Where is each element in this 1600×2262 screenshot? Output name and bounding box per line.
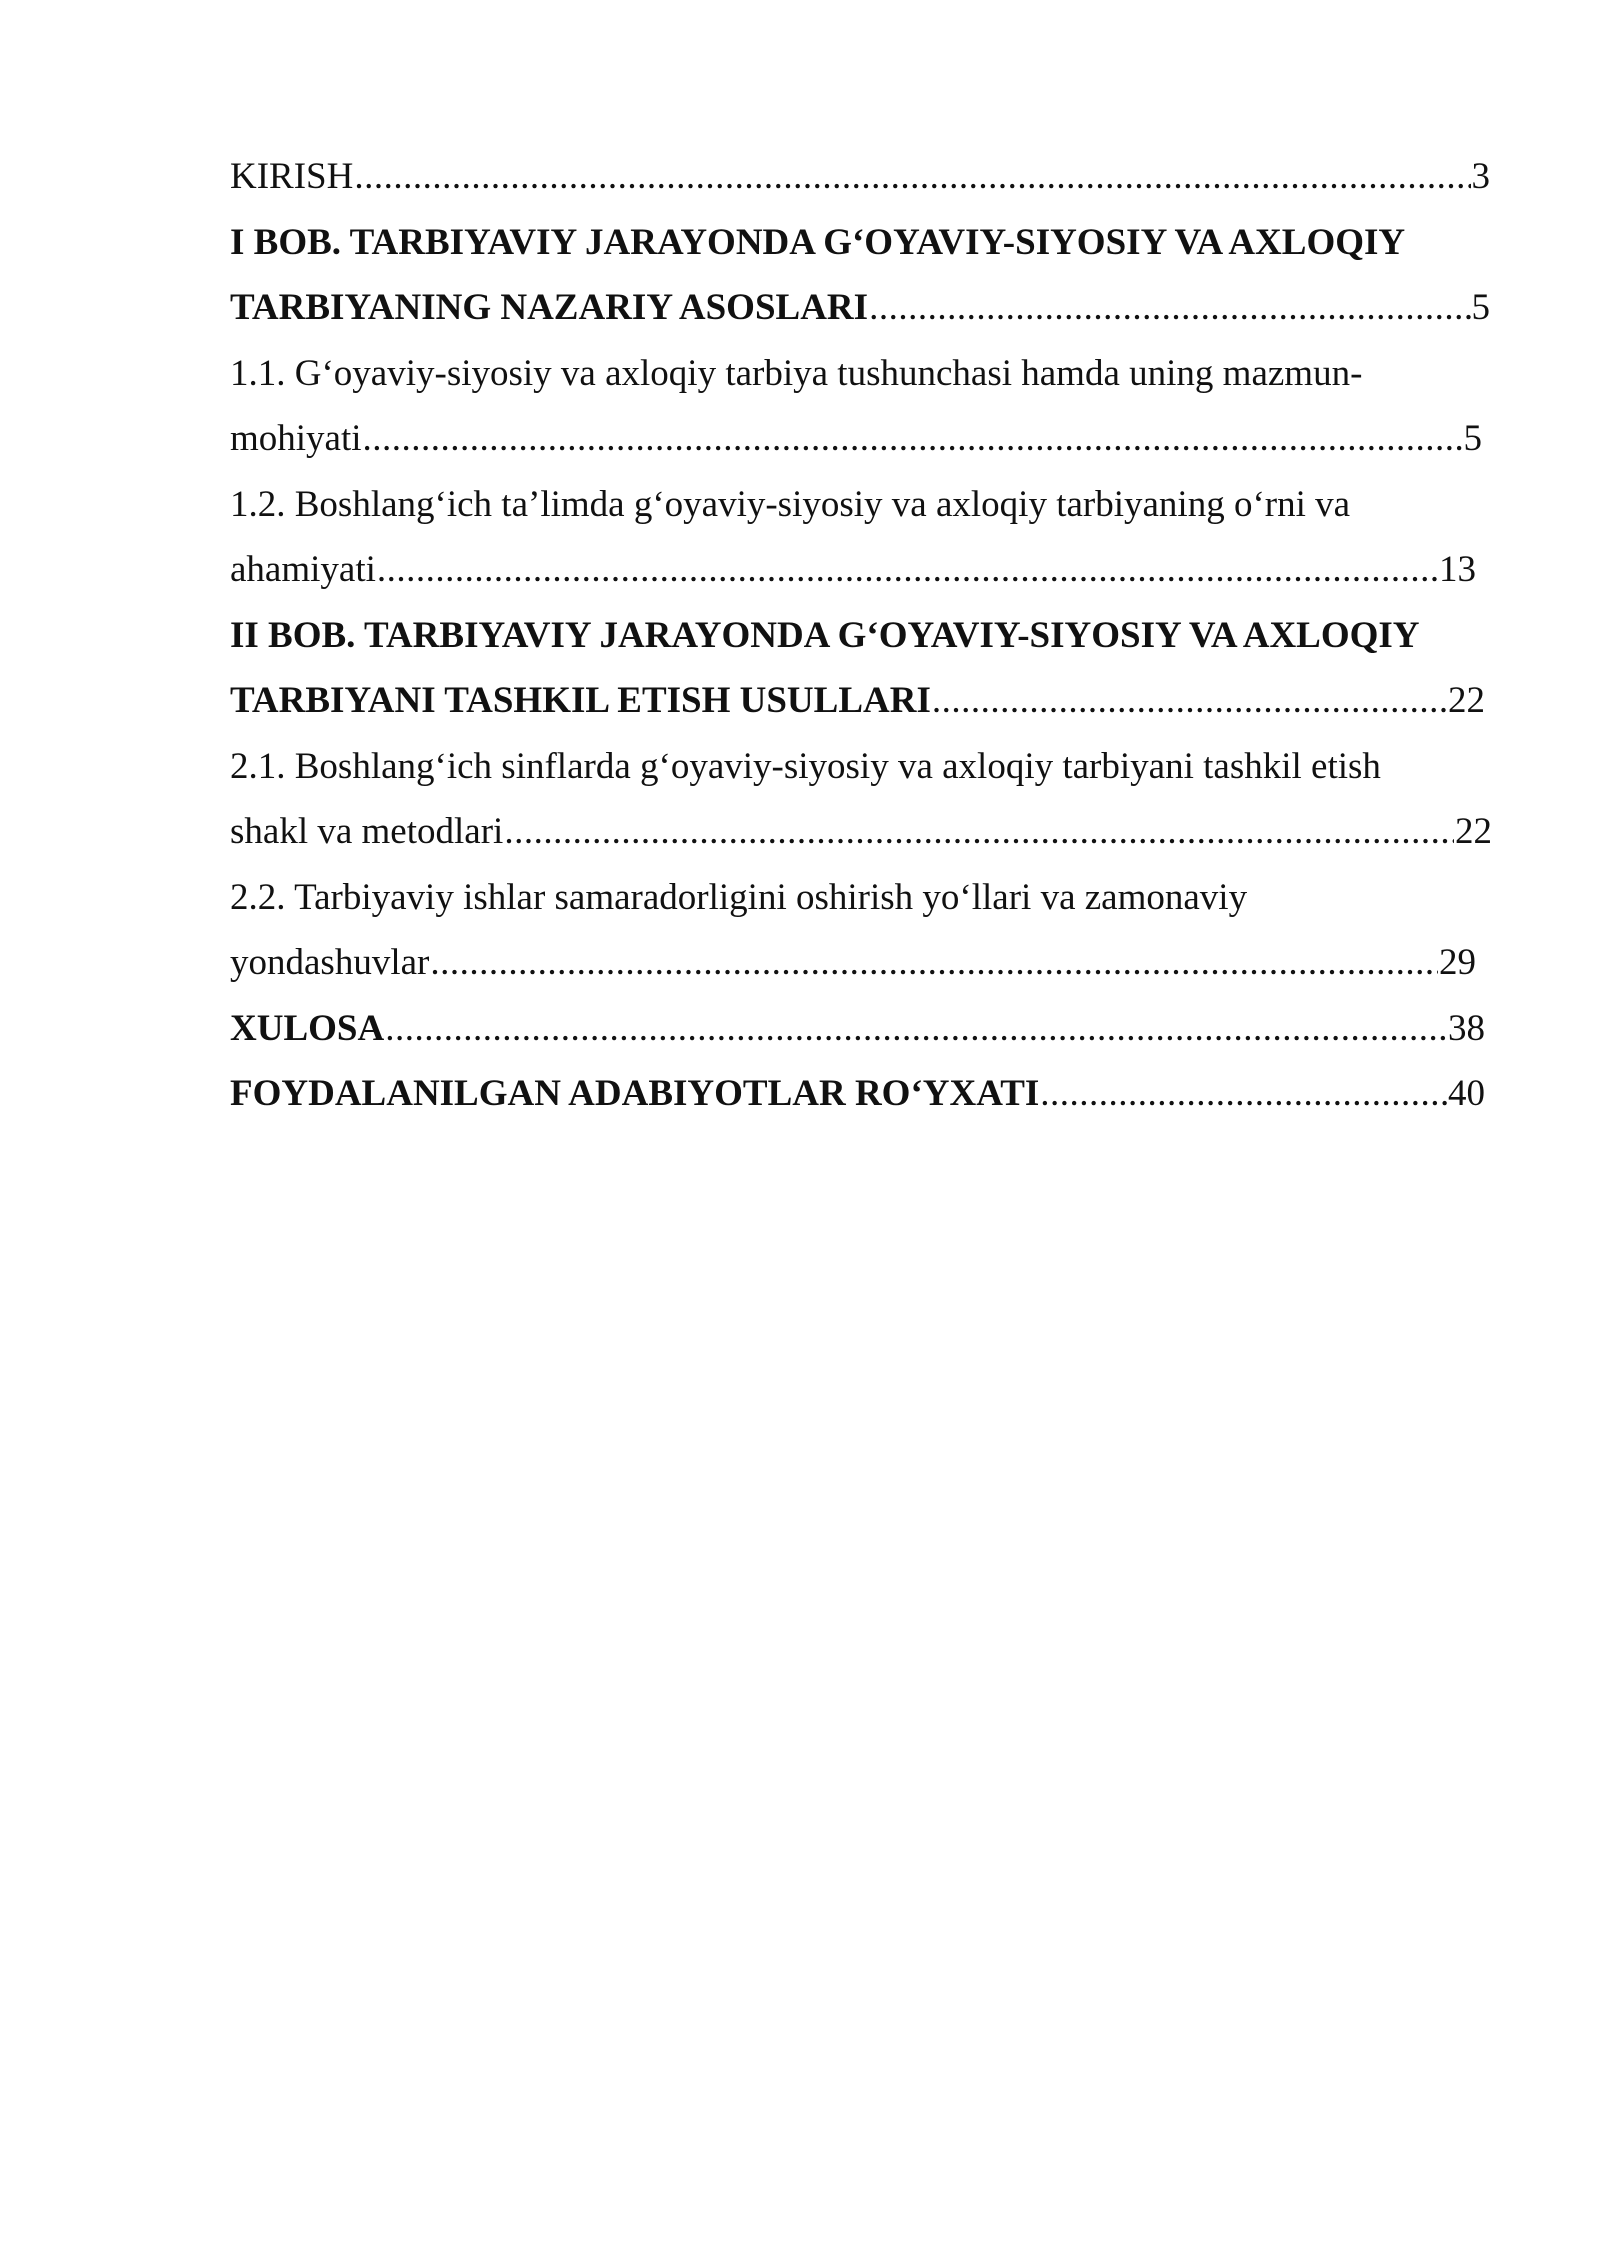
toc-page-number: 13 — [1439, 549, 1476, 590]
toc-entry-xulosa[interactable] — [230, 996, 1485, 1062]
toc-chapter-2-title-line2[interactable] — [230, 668, 1485, 734]
toc-page-number: 5 — [1471, 287, 1490, 328]
toc-page-number: 22 — [1455, 811, 1492, 852]
toc-section-1-2-line2[interactable] — [230, 537, 1476, 603]
toc-chapter-1-title-line1[interactable] — [230, 210, 1490, 276]
toc-entry-title: 2.2. Tarbiyaviy ishlar samaradorligini oshirish yo‘llari va zamonaviy — [230, 876, 1248, 918]
dot-leader — [363, 406, 1463, 472]
dot-leader — [377, 537, 1438, 603]
toc-entry-title: II BOB. TARBIYAVIY JARAYONDA G‘OYAVIY-SIYOSIY VA AXLOQIY — [230, 614, 1420, 656]
toc-section-1-2-line1[interactable] — [230, 472, 1490, 538]
dot-leader — [354, 144, 1470, 210]
toc-section-2-1-line2[interactable] — [230, 799, 1492, 865]
toc-page-number: 3 — [1471, 156, 1490, 197]
toc-page-number: 5 — [1463, 418, 1482, 459]
toc-entry-title: shakl va metodlari — [230, 811, 504, 852]
dot-leader — [430, 930, 1438, 996]
toc-page-number: 22 — [1448, 680, 1485, 721]
toc-section-2-2-line2[interactable] — [230, 930, 1476, 996]
dot-leader — [932, 668, 1447, 734]
toc-page-number: 38 — [1448, 1007, 1485, 1049]
toc-entry-title: KIRISH — [230, 156, 354, 197]
dot-leader — [385, 996, 1447, 1062]
toc-chapter-1-title-line2[interactable] — [230, 275, 1490, 341]
toc-entry-title: 1.1. G‘oyaviy-siyosiy va axloqiy tarbiya tushunchasi hamda uning mazmun- — [230, 352, 1363, 394]
toc-section-2-1-line1[interactable] — [230, 734, 1490, 800]
dot-leader — [504, 799, 1454, 865]
toc-section-2-2-line1[interactable] — [230, 865, 1490, 931]
toc-page-number: 29 — [1439, 942, 1476, 983]
toc-section-1-1-line2[interactable] — [230, 406, 1482, 472]
toc-entry-title: TARBIYANING NAZARIY ASOSLARI — [230, 287, 869, 328]
toc-entry-title: mohiyati — [230, 418, 362, 459]
toc-entry-title: TARBIYANI TASHKIL ETISH USULLARI — [230, 680, 931, 721]
toc-page-number: 40 — [1448, 1073, 1485, 1114]
toc-entry-title: yondashuvlar — [230, 942, 430, 983]
toc-entry-title: 1.2. Boshlang‘ich ta’limda g‘oyaviy-siyosiy va axloqiy tarbiyaning o‘rni va — [230, 483, 1351, 525]
toc-section-1-1-line1[interactable] — [230, 341, 1490, 407]
table-of-contents — [230, 144, 1490, 1127]
toc-chapter-2-title-line1[interactable] — [230, 603, 1490, 669]
toc-entry-title: FOYDALANILGAN ADABIYOTLAR RO‘YXATI — [230, 1073, 1040, 1114]
toc-entry-title: 2.1. Boshlang‘ich sinflarda g‘oyaviy-siyosiy va axloqiy tarbiyani tashkil etish — [230, 745, 1381, 787]
dot-leader — [1040, 1061, 1447, 1127]
toc-entry-title: ahamiyati — [230, 549, 376, 590]
toc-entry-kirish[interactable] — [230, 144, 1490, 210]
toc-entry-adabiyotlar[interactable] — [230, 1061, 1485, 1127]
toc-entry-title: XULOSA — [230, 1007, 385, 1049]
toc-entry-title: I BOB. TARBIYAVIY JARAYONDA G‘OYAVIY-SIYOSIY VA AXLOQIY — [230, 221, 1406, 263]
dot-leader — [869, 275, 1470, 341]
